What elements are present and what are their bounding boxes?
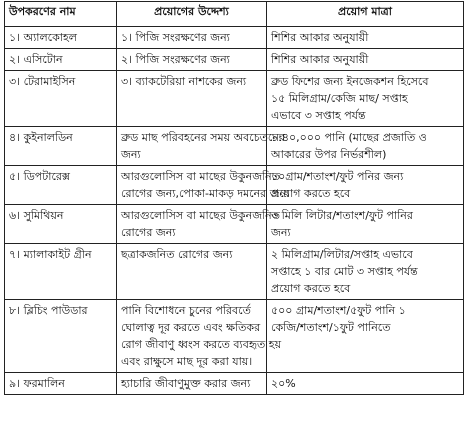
dose-cell: [267, 127, 464, 166]
cell-text-line: পানি বিশোধনে চুনের পরিবর্তে: [121, 304, 251, 317]
dose-cell: [267, 300, 464, 373]
material-name-cell: [5, 166, 117, 205]
cell-text-line: শিশির আকার অনুযায়ী: [271, 53, 369, 66]
chemical-usage-table: [4, 1, 464, 395]
cell-text-line: ৩ মিলি লিটার/শতাংশ/ফুট পানির: [271, 209, 413, 222]
cell-text-line: হ্যাচারি জীবাণুমুক্ত করার জন্য: [121, 377, 251, 390]
header-purpose: প্রয়োগের উদ্দেশ্য: [117, 2, 267, 27]
cell-text-line: এবং রাক্ষুসে মাছ দূর করা যায়।: [121, 355, 253, 368]
header-material-name: উপকরণের নাম: [5, 2, 117, 27]
cell-text-line: ১। পিজি সংরক্ষণের জন্য: [121, 31, 230, 44]
cell-text-line: ২। এসিটোন: [9, 53, 63, 66]
header-dose: প্রয়োগ মাত্রা: [267, 2, 464, 27]
cell-text-line: ১। অ্যালকোহল: [9, 31, 77, 44]
table-row: [5, 244, 464, 300]
cell-text-line: ৩। টেরামাইসিন: [9, 75, 76, 88]
header-row: [5, 2, 464, 27]
cell-text-line: ৭। ম্যালাকাইট গ্রীন: [9, 248, 92, 261]
table-row: [5, 300, 464, 373]
cell-text-line: ৪। কুইনালডিন: [9, 131, 73, 144]
table-row: [5, 27, 464, 49]
table-row: [5, 71, 464, 127]
dose-cell: [267, 205, 464, 244]
material-name-cell: [5, 71, 117, 127]
cell-text-line: ১০গ্রাম/শতাংশ/ফুট পনির জন্য: [271, 170, 404, 183]
dose-cell: [267, 244, 464, 300]
dose-cell: [267, 166, 464, 205]
cell-text-line: আরগুলোসিস বা মাছের উকুনজনিত: [121, 209, 280, 222]
cell-text-line: ৩। ব্যাকটেরিয়া নাশকের জন্য: [121, 75, 247, 88]
cell-text-line: ২০%: [271, 377, 296, 390]
material-name-cell: [5, 49, 117, 71]
purpose-cell: [117, 27, 267, 49]
cell-text-line: রোগের জন্য: [121, 226, 176, 239]
table-body: [5, 27, 464, 395]
dose-cell: [267, 49, 464, 71]
table-header: [5, 2, 464, 27]
cell-text-line: ৫। ডিপটারেক্স: [9, 170, 71, 183]
cell-text-line: ১:৪০,০০০ পানি (মাছের প্রজাতি ও: [271, 131, 427, 144]
purpose-cell: [117, 205, 280, 244]
purpose-cell: [117, 373, 267, 395]
cell-text-line: ৬। সুমিথিয়ন: [9, 209, 64, 222]
table-row: [5, 205, 464, 244]
cell-text-line: কেজি/শতাংশ/১ফুট পানিতে: [271, 321, 391, 334]
cell-text-line: আকারের উপর নির্ভরশীল): [271, 148, 387, 161]
cell-text-line: প্রয়োগ করতে হবে: [271, 282, 351, 295]
dose-cell: [267, 71, 464, 127]
purpose-cell: [117, 166, 290, 205]
table-row: [5, 373, 464, 395]
cell-text-line: শিশির আকার অনুযায়ী: [271, 31, 369, 44]
dose-cell: [267, 27, 464, 49]
table-row: [5, 127, 464, 166]
cell-text-line: ২। পিজি সংরক্ষণের জন্য: [121, 53, 230, 66]
purpose-cell: [117, 127, 285, 166]
cell-text-line: জন্য: [271, 226, 291, 239]
cell-text-line: ছত্রাকজনিত রোগের জন্য: [121, 248, 233, 261]
dose-cell: [267, 373, 464, 395]
material-name-cell: [5, 300, 117, 373]
cell-text-line: ৯। ফরমালিন: [9, 377, 65, 390]
cell-text-line: আরগুলোসিস বা মাছের উকুনজনিত: [121, 170, 280, 183]
purpose-cell: [117, 71, 267, 127]
cell-text-line: প্রয়োগ করতে হবে: [271, 187, 351, 200]
cell-text-line: ব্রুড ফিশের জন্য ইনজেকশন হিসেবে: [271, 75, 429, 88]
table-row: [5, 49, 464, 71]
cell-text-line: রোগের জন্য,পোকা-মাকড় দমনের জন্য: [121, 187, 290, 200]
cell-text-line: এভাবে ৩ সপ্তাহ পর্যন্ত: [271, 109, 366, 122]
cell-text-line: ৮। ব্লিচিং পাউডার: [9, 304, 88, 317]
table-row: [5, 166, 464, 205]
cell-text-line: ঘোলাত্ব দূর করতে এবং ক্ষতিকর: [121, 321, 261, 334]
cell-text-line: ১৫ মিলিগ্রাম/কেজি মাছ/ সপ্তাহ: [271, 92, 408, 105]
purpose-cell: [117, 49, 267, 71]
purpose-cell: [117, 244, 267, 300]
cell-text-line: রোগ জীবাণু ধ্বংস করতে ব্যবহৃত হয়: [121, 338, 282, 351]
cell-text-line: ২ মিলিগ্রাম/লিটার/সপ্তাহ এভাবে: [271, 248, 413, 261]
material-name-cell: [5, 373, 117, 395]
material-name-cell: [5, 205, 117, 244]
cell-text-line: ব্রুড মাছ পরিবহনের সময় অবচেতনের: [121, 131, 285, 144]
cell-text-line: জন্য: [121, 148, 141, 161]
material-name-cell: [5, 27, 117, 49]
material-name-cell: [5, 127, 117, 166]
purpose-cell: [117, 300, 282, 373]
material-name-cell: [5, 244, 117, 300]
cell-text-line: ৫০০ গ্রাম/শতাংশ/৫ফুট পানি ১: [271, 304, 406, 317]
cell-text-line: সপ্তাহে ১ বার মোট ৩ সপ্তাহ পর্যন্ত: [271, 265, 418, 278]
